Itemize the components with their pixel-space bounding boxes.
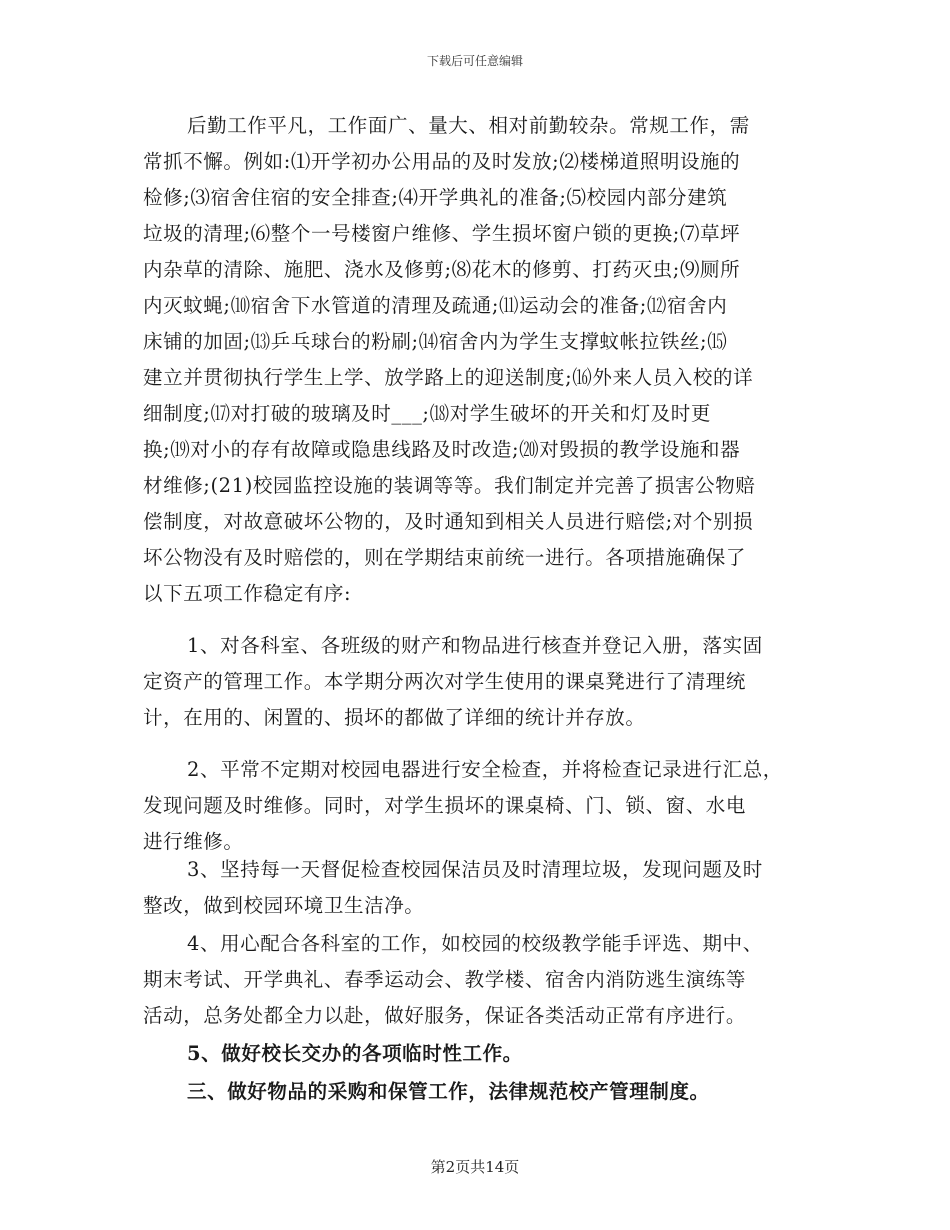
- paragraph-line: 换;⒆对小的存有故障或隐患线路及时改造;⒇对毁损的教学设施和器: [143, 438, 741, 461]
- item-3-line: 整改，做到校园环境卫生洁净。: [143, 894, 425, 917]
- page-number: 第2页共14页: [430, 1158, 520, 1176]
- paragraph-line: 检修;⑶宿舍住宿的安全排查;⑷开学典礼的准备;⑸校园内部分建筑: [143, 186, 728, 209]
- paragraph-line: 材维修;(21)校园监控设施的装调等等。我们制定并完善了损害公物赔: [143, 474, 756, 497]
- item-2-line: 进行维修。: [143, 830, 244, 853]
- paragraph-line: 后勤工作平凡，工作面广、量大、相对前勤较杂。常规工作，需: [187, 114, 750, 137]
- paragraph-line: 细制度;⒄对打破的玻璃及时___;⒅对学生破坏的开关和灯及时更: [143, 402, 711, 425]
- paragraph-line: 床铺的加固;⒀乒乓球台的粉刷;⒁宿舍内为学生支撑蚊帐拉铁丝;⒂: [143, 330, 728, 353]
- item-4-line: 期末考试、开学典礼、春季运动会、教学楼、宿舍内消防逃生演练等: [143, 968, 747, 991]
- item-3-line: 3、坚持每一天督促检查校园保洁员及时清理垃圾，发现问题及时: [187, 858, 763, 881]
- item-1-line: 1、对各科室、各班级的财产和物品进行核查并登记入册，落实固: [187, 634, 763, 657]
- paragraph-line: 偿制度，对故意破坏公物的，及时通知到相关人员进行赔偿;对个别损: [143, 510, 754, 533]
- paragraph-line: 内杂草的清除、施肥、浇水及修剪;⑻花木的修剪、打药灭虫;⑼厕所: [143, 258, 741, 281]
- paragraph-line: 垃圾的清理;⑹整个一号楼窗户维修、学生损坏窗户锁的更换;⑺草坪: [143, 222, 741, 245]
- page-header: 下载后可任意编辑: [426, 54, 523, 68]
- item-2-line: 发现问题及时维修。同时，对学生损坏的课桌椅、门、锁、窗、水电: [143, 794, 747, 817]
- paragraph-line: 坏公物没有及时赔偿的，则在学期结束前统一进行。各项措施确保了: [143, 546, 747, 569]
- item-4-line: 4、用心配合各科室的工作，如校园的校级教学能手评选、期中、: [187, 932, 763, 955]
- paragraph-line: 建立并贯彻执行学生上学、放学路上的迎送制度;⒃外来人员入校的详: [143, 366, 754, 389]
- item-4-line: 活动，总务处都全力以赴，做好服务，保证各类活动正常有序进行。: [143, 1004, 747, 1027]
- item-1-line: 定资产的管理工作。本学期分两次对学生使用的课桌凳进行了清理统: [143, 670, 747, 693]
- paragraph-line: 以下五项工作稳定有序:: [143, 582, 352, 605]
- paragraph-line: 内灭蚊蝇;⑽宿舍下水管道的清理及疏通;⑾运动会的准备;⑿宿舍内: [143, 294, 728, 317]
- item-1-line: 计，在用的、闲置的、损坏的都做了详细的统计并存放。: [143, 706, 646, 729]
- paragraph-line: 常抓不懈。例如:⑴开学初办公用品的及时发放;⑵楼梯道照明设施的: [143, 150, 741, 173]
- item-2-line: 2、平常不定期对校园电器进行安全检查，并将检查记录进行汇总，: [187, 758, 783, 781]
- item-5-line: 5、做好校长交办的各项临时性工作。: [187, 1042, 523, 1065]
- section-heading: 三、做好物品的采购和保管工作，法律规范校产管理制度。: [187, 1080, 710, 1103]
